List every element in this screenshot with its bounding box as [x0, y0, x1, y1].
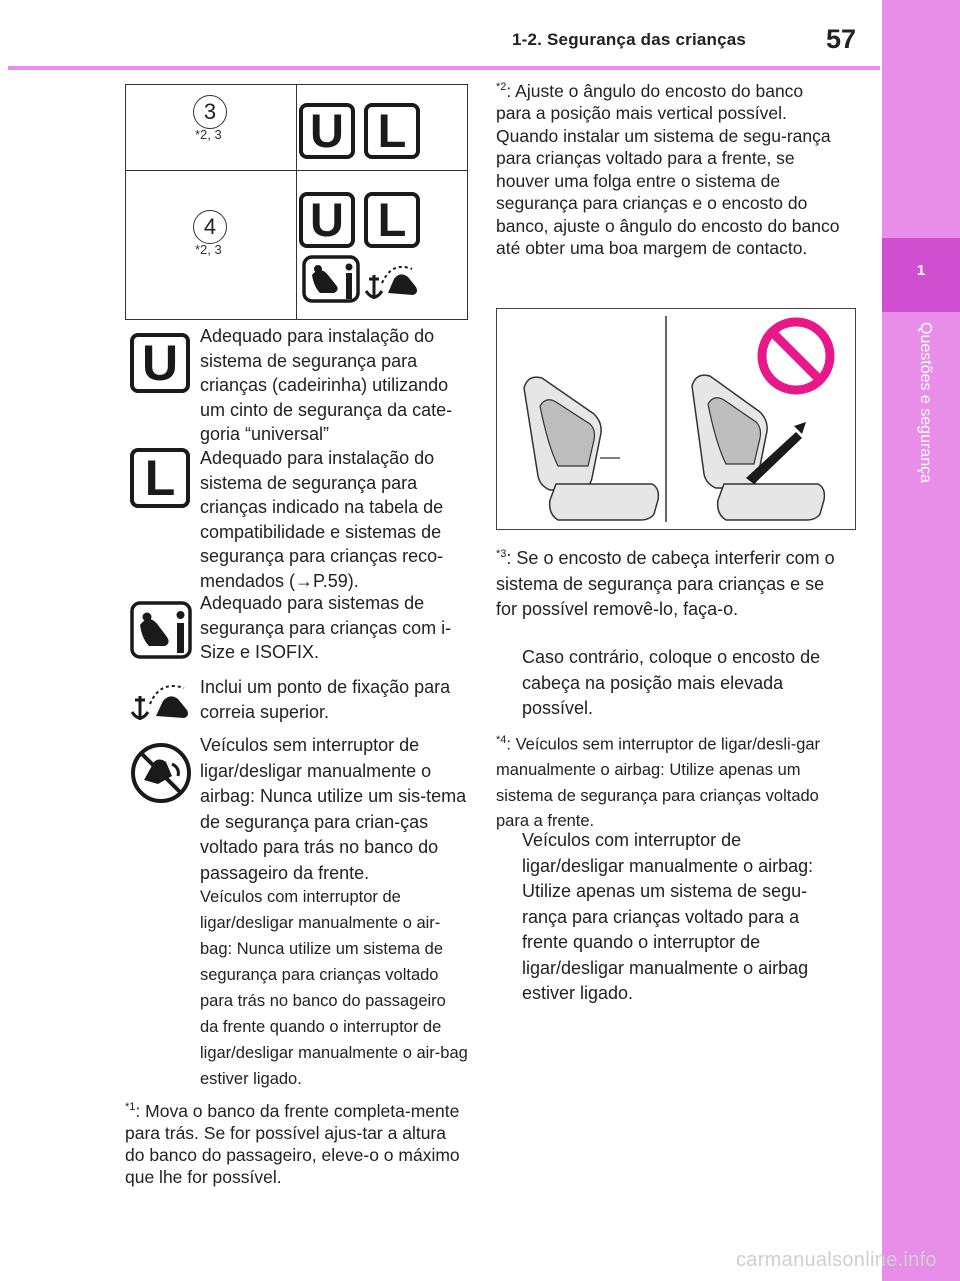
u-mark-icon: U	[130, 333, 190, 393]
anchor-tether-icon	[364, 253, 422, 303]
watermark: carmanualsonline.info	[736, 1249, 937, 1271]
l-mark-icon: L	[364, 192, 420, 248]
footnote-2: $^{*2}$: Ajuste o ângulo do encosto do banco para a posição mais vertical possível. Quando instalar um sistema de segu-rança para crianças voltado para a frente, se houver uma folga entre o sistema de segurança para crianças e o encosto do banco, ajuste o ângulo do encosto do banco até obter uma boa margem de contacto.	[496, 80, 840, 259]
u-mark-icon: U	[299, 103, 355, 159]
seat-adjustment-illustration	[496, 308, 856, 530]
side-strip	[882, 0, 960, 1281]
l-mark-icon: L	[130, 448, 190, 508]
footnote-text: Veículos sem interruptor de ligar/desli-gar manualmente o airbag: Utilize apenas um sistema de segurança para crianças voltado para a frente.	[496, 735, 821, 830]
isize-icon	[302, 255, 360, 303]
table-row	[193, 95, 227, 142]
footnote-3-continued: Caso contrário, coloque o encosto de cabeça na posição mais elevada possível.	[522, 647, 821, 718]
footnote-text: Ajuste o ângulo do encosto do banco para a posição mais vertical possível. Quando instalar um sistema de segu-rança para crianças voltado para a frente, se houver uma folga entre o sistema de segurança para crianças e o encosto do banco, ajuste o ângulo do encosto do banco até obter uma boa margem de contacto.	[496, 80, 840, 259]
footnote-3: $^{*3}$: Se o encosto de cabeça interferir com o sistema de segurança para crianças e se for possível removê-lo, faça-o.	[496, 548, 835, 619]
footnote-4: $^{*4}$: Veículos sem interruptor de ligar/desli-gar manualmente o airbag: Utilize apenas um sistema de segurança para crianças voltado para a frente.	[496, 734, 821, 830]
section-title: 1-2. Segurança das crianças	[512, 30, 747, 49]
footnote-marker: *1	[125, 1101, 136, 1113]
footnote-1: $^{*1}$: Mova o banco da frente completa-mente para trás. Se for possível ajus-tar a altura do banco do passageiro, eleve-o o máximo que lhe for possível.	[125, 1100, 460, 1187]
page-number: 57	[826, 24, 857, 54]
legend-isize-description: Adequado para sistemas de segurança para crianças com i-Size e ISOFIX.	[200, 593, 452, 662]
position-number: 4	[193, 210, 227, 244]
legend-tether-description: Inclui um ponto de fixação para correia superior.	[200, 677, 451, 722]
chapter-label: Questões e segurança	[917, 322, 934, 483]
legend-airbag-warning: Veículos sem interruptor de ligar/desligar manualmente o airbag: Nunca utilize um sis-tema de segurança para crian-ças voltado para trás no banco do passageiro da frente.	[200, 735, 467, 883]
table-divider	[125, 170, 468, 171]
footnote-text: Se o encosto de cabeça interferir com o sistema de segurança para crianças e se for possível removê-lo, faça-o.	[496, 548, 835, 619]
footnote-marker: *4	[496, 734, 507, 746]
footnote-marker: *2	[496, 81, 507, 93]
no-rear-facing-airbag-icon	[130, 742, 192, 804]
legend-airbag-warning-switch: Veículos com interruptor de ligar/desligar manualmente o air-bag: Nunca utilize um sistema de segurança para crianças voltado para trás no banco do passageiro da frente quando o interruptor de ligar/desligar manualmente o air-bag estiver ligado.	[200, 888, 468, 1088]
position-number: 3	[193, 95, 227, 129]
u-mark-icon: U	[299, 192, 355, 248]
header-divider	[8, 66, 880, 70]
footnote-ref: *2, 3	[195, 127, 222, 142]
table-divider	[296, 84, 297, 320]
footnote-4-continued: Veículos com interruptor de ligar/desligar manualmente o airbag: Utilize apenas um sistema de segu-rança para crianças voltado para a frente quando o interruptor de ligar/desligar manualmente o airbag estiver ligado.	[522, 830, 814, 1003]
footnote-ref: *2, 3	[195, 242, 222, 257]
table-row	[193, 210, 227, 257]
l-mark-icon: L	[364, 103, 420, 159]
chapter-number: 1	[916, 262, 926, 279]
anchor-tether-icon	[130, 676, 192, 724]
footnote-marker: *3	[496, 548, 507, 560]
legend-l-description: Adequado para instalação do sistema de segurança para crianças indicado na tabela de compatibilidade e sistemas de segurança para crianças reco-mendados (→P.59).	[200, 448, 444, 591]
footnote-text: Mova o banco da frente completa-mente para trás. Se for possível ajus-tar a altura do banco do passageiro, eleve-o o máximo que lhe for possível.	[125, 1100, 460, 1187]
isize-icon	[130, 601, 192, 659]
legend-u-description: Adequado para instalação do sistema de segurança para crianças (cadeirinha) utilizando um cinto de segurança da cate-goria “universal”	[200, 326, 453, 444]
